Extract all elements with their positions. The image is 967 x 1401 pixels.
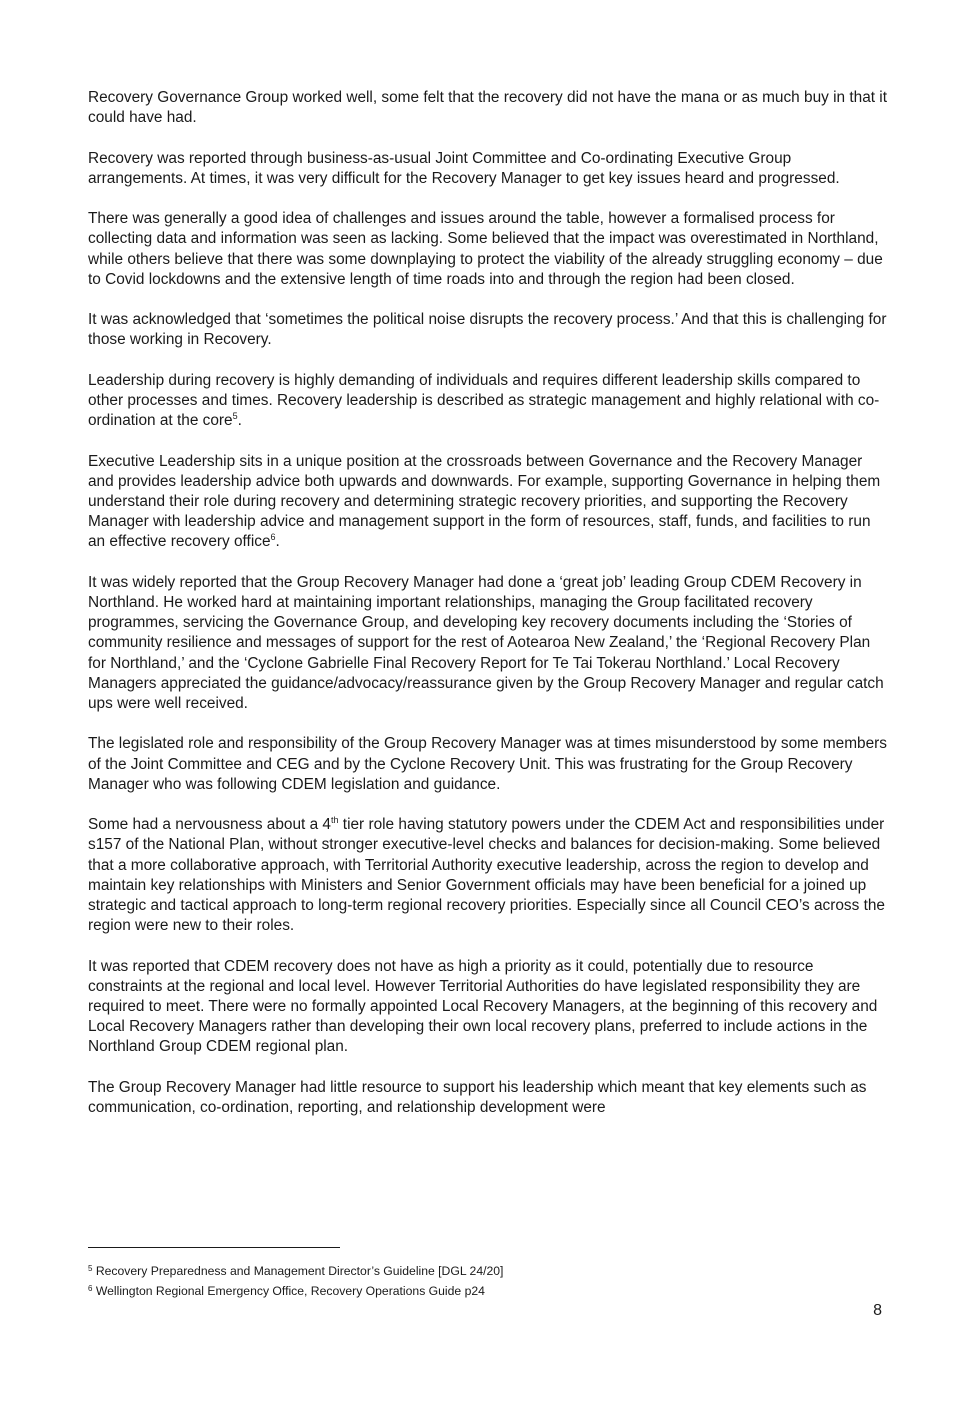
ordinal-superscript: th [331, 815, 339, 826]
page-number: 8 [873, 1302, 882, 1319]
paragraph-3: There was generally a good idea of challenges and issues around the table, however a formalised process for collecting data and information was seen as lacking. Some believed that the impact was overestimated in Northland, while others believe that there was some downplaying to protect the viability of the already struggling economy – due to Covid lockdowns and the extensive length of time roads into and through the region had been closed. [88, 210, 883, 288]
paragraph-11: The Group Recovery Manager had little resource to support his leadership which meant that key elements such as communication, co-ordination, reporting, and relationship development were [88, 1078, 867, 1116]
paragraph-1: Recovery Governance Group worked well, some felt that the recovery did not have the mana or as much buy in that it could have had. [88, 89, 888, 127]
paragraph-8: The legislated role and responsibility of the Group Recovery Manager was at times misunderstood by some members of the Joint Committee and CEG and by the Cyclone Recovery Unit. This was frustrating for the Group Recovery Manager who was following CDEM legislation and guidance. [88, 735, 887, 793]
footnote-5: $^5$ Recovery Preparedness and Management Director’s Guideline [DGL 24/20] [88, 1264, 504, 1278]
footnotes [88, 1261, 888, 1301]
footnote-ref-5[interactable]: 5 [232, 411, 238, 422]
paragraph-9: Some had a nervousness about a 4th tier role having statutory powers under the CDEM Act and responsibilities under s157 of the National Plan, without stronger executive-level checks and balances for decision-making. Some believed that a more collaborative approach, with Territorial Authority executive leadership, across the region to develop and maintain key relationships with Ministers and Senior Government officials may have been beneficial for a joined up strategic and tactical approach to long-term regional recovery priorities. Especially since all Council CEO’s across the region were new to their roles. [88, 815, 885, 935]
paragraph-6: Executive Leadership sits in a unique position at the crossroads between Governance and the Recovery Manager and provides leadership advice both upwards and downwards. For example, supporting Governance in helping them understand their role during recovery and determining strategic recovery priorities, and supporting the Recovery Manager with leadership advice and management support in the form of resources, staff, funds, and facilities to run an effective recovery office$^6$. [88, 452, 881, 551]
paragraph-10: It was reported that CDEM recovery does not have as high a priority as it could, potentially due to resource constraints at the regional and local level. However Territorial Authorities do have legislated responsibility they are required to meet. There were no formally appointed Local Recovery Managers, at the beginning of this recovery and Local Recovery Managers rather than developing their own local recovery plans, preferred to include actions in the Northland Group CDEM regional plan. [88, 957, 878, 1056]
footnote-divider [88, 1247, 340, 1248]
footnote-number: 5 [88, 1264, 93, 1273]
footnote-6: $^6$ Wellington Regional Emergency Office, Recovery Operations Guide p24 [88, 1284, 485, 1298]
paragraph-7: It was widely reported that the Group Recovery Manager had done a ‘great job’ leading Group CDEM Recovery in Northland. He worked hard at maintaining important relationships, managing the Group facilitated recovery programmes, servicing the Governance Group, and developing key recovery documents including the ‘Stories of community resilience and messages of support for the rest of Aotearoa New Zealand,’ the ‘Regional Recovery Plan for Northland,’ and the ‘Cyclone Gabrielle Final Recovery Report for Te Tai Tokerau Northland.’ Local Recovery Managers appreciated the guidance/advocacy/reassurance given by the Group Recovery Manager and regular catch ups were well received. [88, 573, 884, 712]
footnote-number: 6 [88, 1284, 93, 1293]
footnote-ref-6[interactable]: 6 [270, 532, 276, 543]
paragraph-2: Recovery was reported through business-as-usual Joint Committee and Co-ordinating Executive Group arrangements. At times, it was very difficult for the Recovery Manager to get key issues heard and progressed. [88, 149, 840, 187]
body-text [88, 88, 888, 1138]
paragraph-4: It was acknowledged that ‘sometimes the political noise disrupts the recovery process.’ And that this is challenging for those working in Recovery. [88, 311, 887, 349]
paragraph-5: Leadership during recovery is highly demanding of individuals and requires different leadership skills compared to other processes and times. Recovery leadership is described as strategic management and highly relational with co-ordination at the core$^5$. [88, 371, 880, 430]
